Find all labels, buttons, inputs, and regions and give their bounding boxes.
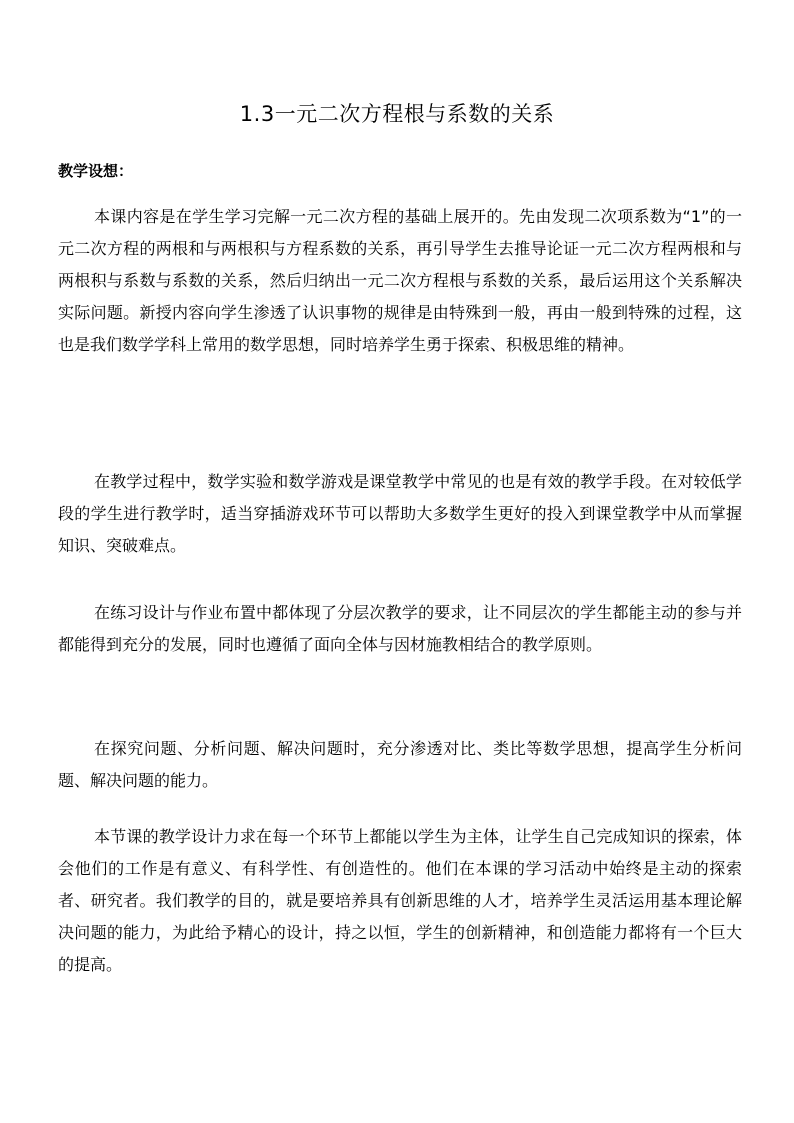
paragraph-3: 在练习设计与作业布置中都体现了分层次教学的要求，让不同层次的学生都能主动的参与并都能得到充分的发展，同时也遵循了面向全体与因材施教相结合的教学原则。 [58,603,742,654]
paragraph-2: 在教学过程中，数学实验和数学游戏是课堂教学中常见的也是有效的教学手段。在对较低学段的学生进行教学时，适当穿插游戏环节可以帮助大多数学生更好的投入到课堂教学中从而掌握知识、突破难点。 [58,472,742,555]
document-title: 1.3一元二次方程根与系数的关系 [239,102,555,126]
paragraph-5: 本节课的教学设计力求在每一个环节上都能以学生为主体，让学生自己完成知识的探索，体会他们的工作是有意义、有科学性、有创造性的。他们在本课的学习活动中始终是主动的探索者、研究者。我们教学的目的，就是要培养具有创新思维的人才，培养学生灵活运用基本理论解决问题的能力，为此给予精心的设计，持之以恒，学生的创新精神，和创造能力都将有一个巨大的提高。 [58,827,742,974]
paragraph-4: 在探究问题、分析问题、解决问题时，充分渗透对比、类比等数学思想，提高学生分析问题、解决问题的能力。 [58,739,742,790]
paragraph-1: 本课内容是在学生学习完解一元二次方程的基础上展开的。先由发现二次项系数为“1”的一元二次方程的两根和与两根积与方程系数的关系，再引导学生去推导论证一元二次方程两根和与两根积与系数与系数的关系，然后归纳出一元二次方程根与系数的关系，最后运用这个关系解决实际问题。新授内容向学生渗透了认识事物的规律是由特殊到一般，再由一般到特殊的过程，这也是我们数学学科上常用的数学思想，同时培养学生勇于探索、积极思维的精神。 [58,207,742,354]
section-heading: 教学设想： [58,162,134,180]
